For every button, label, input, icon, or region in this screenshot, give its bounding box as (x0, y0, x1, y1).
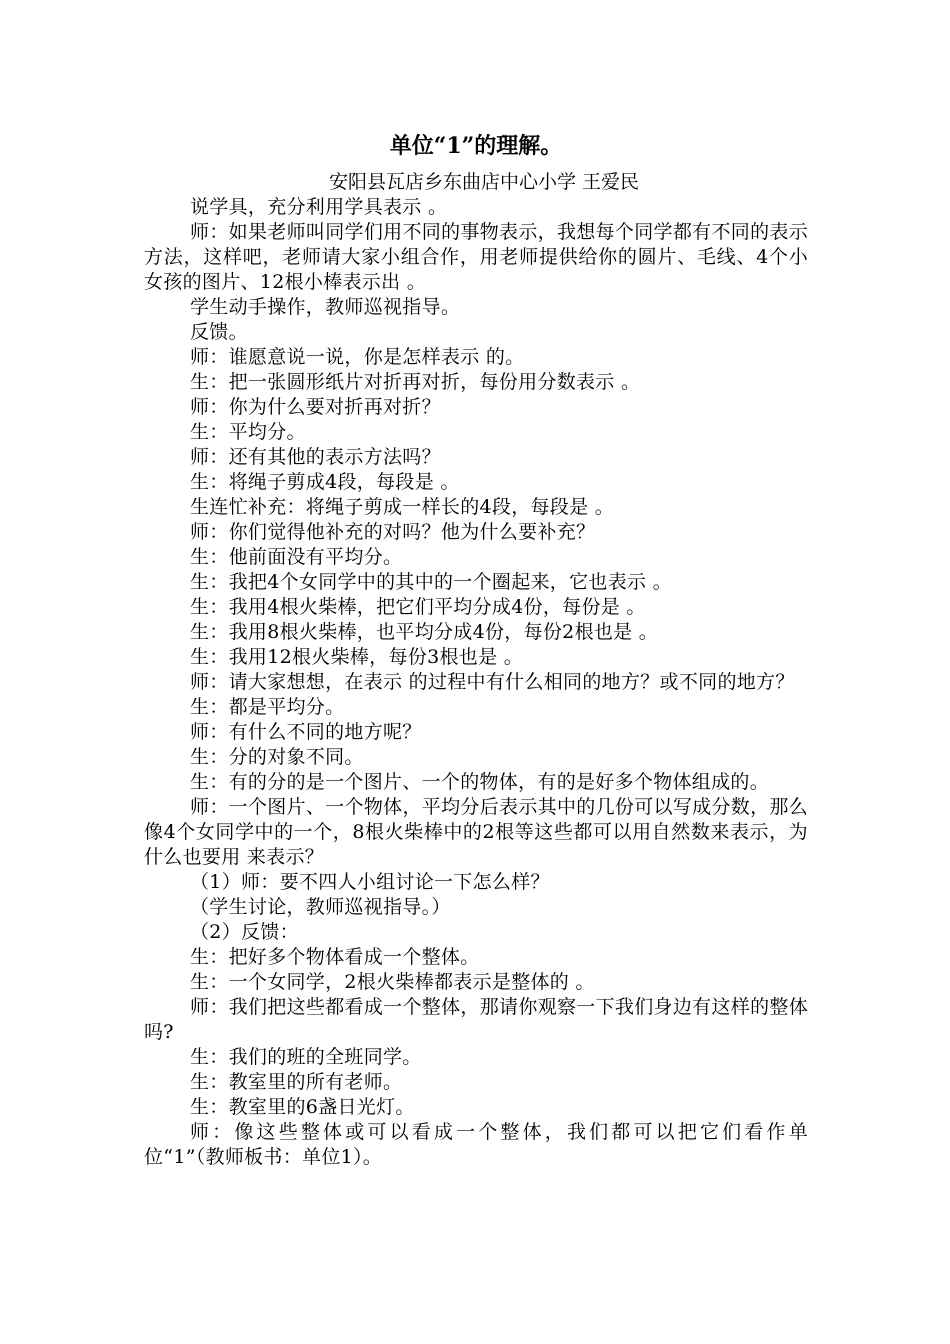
paragraph: 生连忙补充：将绳子剪成一样长的4段，每段是 。 (190, 496, 615, 518)
document-page (144, 128, 808, 1170)
paragraph: 生：我把4个女同学中的其中的一个圈起来，它也表示 。 (190, 571, 672, 593)
paragraph: 生：他前面没有平均分。 (190, 546, 403, 568)
paragraph: 生：我用8根火柴棒，也平均分成4份，每份2根也是 。 (190, 621, 659, 643)
paragraph: 师：你们觉得他补充的对吗？他为什么要补充？ (190, 521, 596, 543)
paragraph: 生：把好多个物体看成一个整体。 (190, 946, 480, 968)
paragraph: 生：我用12根火柴棒，每份3根也是 。 (190, 646, 524, 668)
paragraph: 生：我们的班的全班同学。 (190, 1046, 422, 1068)
author-line: 安阳县瓦店乡东曲店中心小学 王爱民 (328, 171, 640, 193)
paragraph: （学生讨论，教师巡视指导。） (190, 896, 451, 918)
document-body (144, 195, 808, 1170)
paragraph: 生：教室里的所有老师。 (190, 1071, 403, 1093)
paragraph: 生：分的对象不同。 (190, 746, 364, 768)
paragraph: 师：还有其他的表示方法吗？ (190, 446, 441, 468)
paragraph: 生：教室里的6盏日光灯。 (190, 1096, 415, 1118)
paragraph: 师：有什么不同的地方呢？ (190, 721, 422, 743)
paragraph: 反馈。 (190, 321, 248, 343)
paragraph: 生：我用4根火柴棒，把它们平均分成4份，每份是 。 (190, 596, 646, 618)
paragraph: 学生动手操作，教师巡视指导。 (190, 296, 461, 318)
paragraph: 说学具，充分利用学具表示 。 (190, 196, 448, 218)
paragraph: 师：如果老师叫同学们用不同的事物表示，我想每个同学都有不同的表示方法，这样吧，老师请大家小组合作，用老师提供给你的圆片、毛线、4个小女孩的图片、12根小棒表示出 。 (144, 221, 808, 293)
paragraph: 生：一个女同学，2根火柴棒都表示是整体的 。 (190, 971, 595, 993)
paragraph: 师：谁愿意说一说，你是怎样表示 的。 (190, 346, 525, 368)
paragraph: 生：将绳子剪成4段，每段是 。 (190, 471, 460, 493)
paragraph: 师：我们把这些都看成一个整体，那请你观察一下我们身边有这样的整体吗? (144, 996, 808, 1043)
paragraph: 生：都是平均分。 (190, 696, 345, 718)
paragraph: 生：把一张圆形纸片对折再对折，每份用分数表示 。 (190, 371, 641, 393)
paragraph: 师：你为什么要对折再对折？ (190, 396, 441, 418)
document-title: 单位“1”的理解。 (389, 133, 563, 159)
paragraph: 生：平均分。 (190, 421, 306, 443)
paragraph: 师：一个图片、一个物体，平均分后表示其中的几份可以写成分数，那么像4个女同学中的一个，8根火柴棒中的2根等这些都可以用自然数来表示，为什么也要用 来表示？ (144, 796, 808, 868)
paragraph: （1）师：要不四人小组讨论一下怎么样？ (190, 871, 550, 893)
paragraph: 生：有的分的是一个图片、一个的物体，有的是好多个物体组成的。 (190, 771, 770, 793)
paragraph: 师：请大家想想，在表示 的过程中有什么相同的地方？或不同的地方？ (190, 671, 795, 693)
paragraph: （2）反馈： (190, 921, 299, 943)
paragraph: 师：像这些整体或可以看成一个整体，我们都可以把它们看作单位“1”（教师板书：单位1）。 (144, 1121, 808, 1168)
